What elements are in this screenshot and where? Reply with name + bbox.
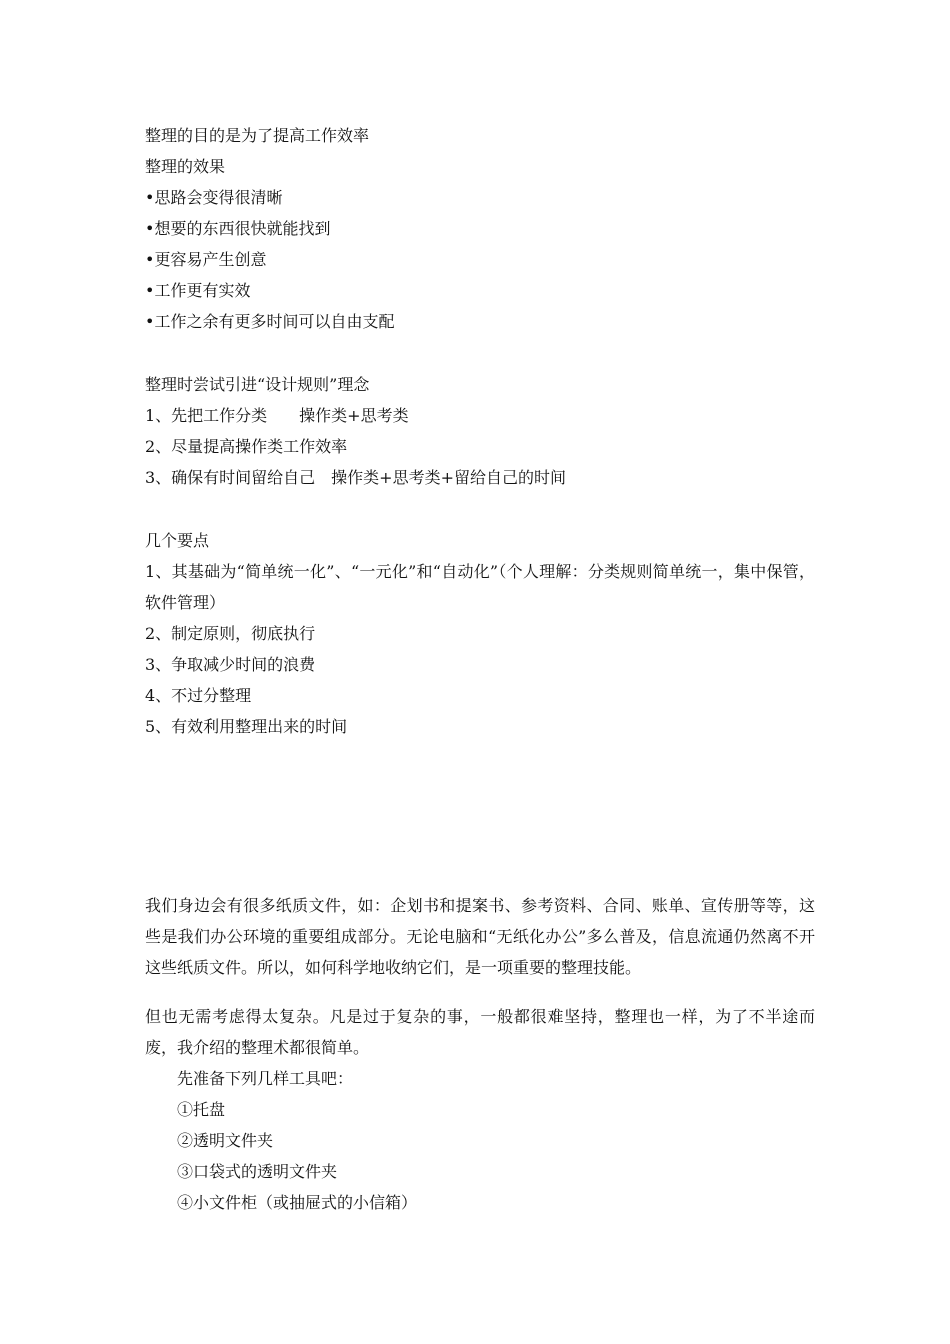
tool-item: ④小文件柜（或抽屉式的小信箱） <box>177 1193 418 1212</box>
heading-key-points: 几个要点 <box>145 531 210 550</box>
tools-intro: 先准备下列几样工具吧： <box>177 1069 354 1088</box>
heading-design-rules: 整理时尝试引进“设计规则”理念 <box>145 375 370 394</box>
section-effects <box>145 120 815 337</box>
heading-effects: 整理的效果 <box>145 157 226 176</box>
numbered-item: 1、其基础为“简单统一化”、“一元化”和“自动化”（个人理解：分类规则简单统一，集中保管，软件管理） <box>145 562 815 612</box>
paragraph: 我们身边会有很多纸质文件，如：企划书和提案书、参考资料、合同、账单、宣传册等等，这些是我们办公环境的重要组成部分。无论电脑和“无纸化办公”多么普及，信息流通仍然离不开这些纸质文件。所以，如何科学地收纳它们，是一项重要的整理技能。 <box>145 896 815 977</box>
bullet-item: •更容易产生创意 <box>145 250 267 269</box>
section-paper-files <box>145 890 815 983</box>
numbered-item: 2、制定原则，彻底执行 <box>145 624 316 643</box>
numbered-item: 3、确保有时间留给自己 操作类+思考类+留给自己的时间 <box>145 468 566 487</box>
bullet-item: •工作之余有更多时间可以自由支配 <box>145 312 395 331</box>
tool-item: ②透明文件夹 <box>177 1131 274 1150</box>
numbered-item: 3、争取减少时间的浪费 <box>145 655 316 674</box>
numbered-item: 4、不过分整理 <box>145 686 252 705</box>
section-design-rules <box>145 369 815 493</box>
numbered-item: 5、有效利用整理出来的时间 <box>145 717 348 736</box>
numbered-item: 2、尽量提高操作类工作效率 <box>145 437 348 456</box>
section-key-points <box>145 525 815 742</box>
section-tools <box>145 1001 815 1218</box>
numbered-item: 1、先把工作分类 操作类+思考类 <box>145 406 409 425</box>
paragraph: 但也无需考虑得太复杂。凡是过于复杂的事，一般都很难坚持，整理也一样，为了不半途而废，我介绍的整理术都很简单。 <box>145 1007 815 1057</box>
bullet-item: •工作更有实效 <box>145 281 251 300</box>
bullet-item: •想要的东西很快就能找到 <box>145 219 331 238</box>
heading-purpose: 整理的目的是为了提高工作效率 <box>145 126 370 145</box>
bullet-item: •思路会变得很清晰 <box>145 188 283 207</box>
tool-item: ③口袋式的透明文件夹 <box>177 1162 338 1181</box>
tool-item: ①托盘 <box>177 1100 226 1119</box>
